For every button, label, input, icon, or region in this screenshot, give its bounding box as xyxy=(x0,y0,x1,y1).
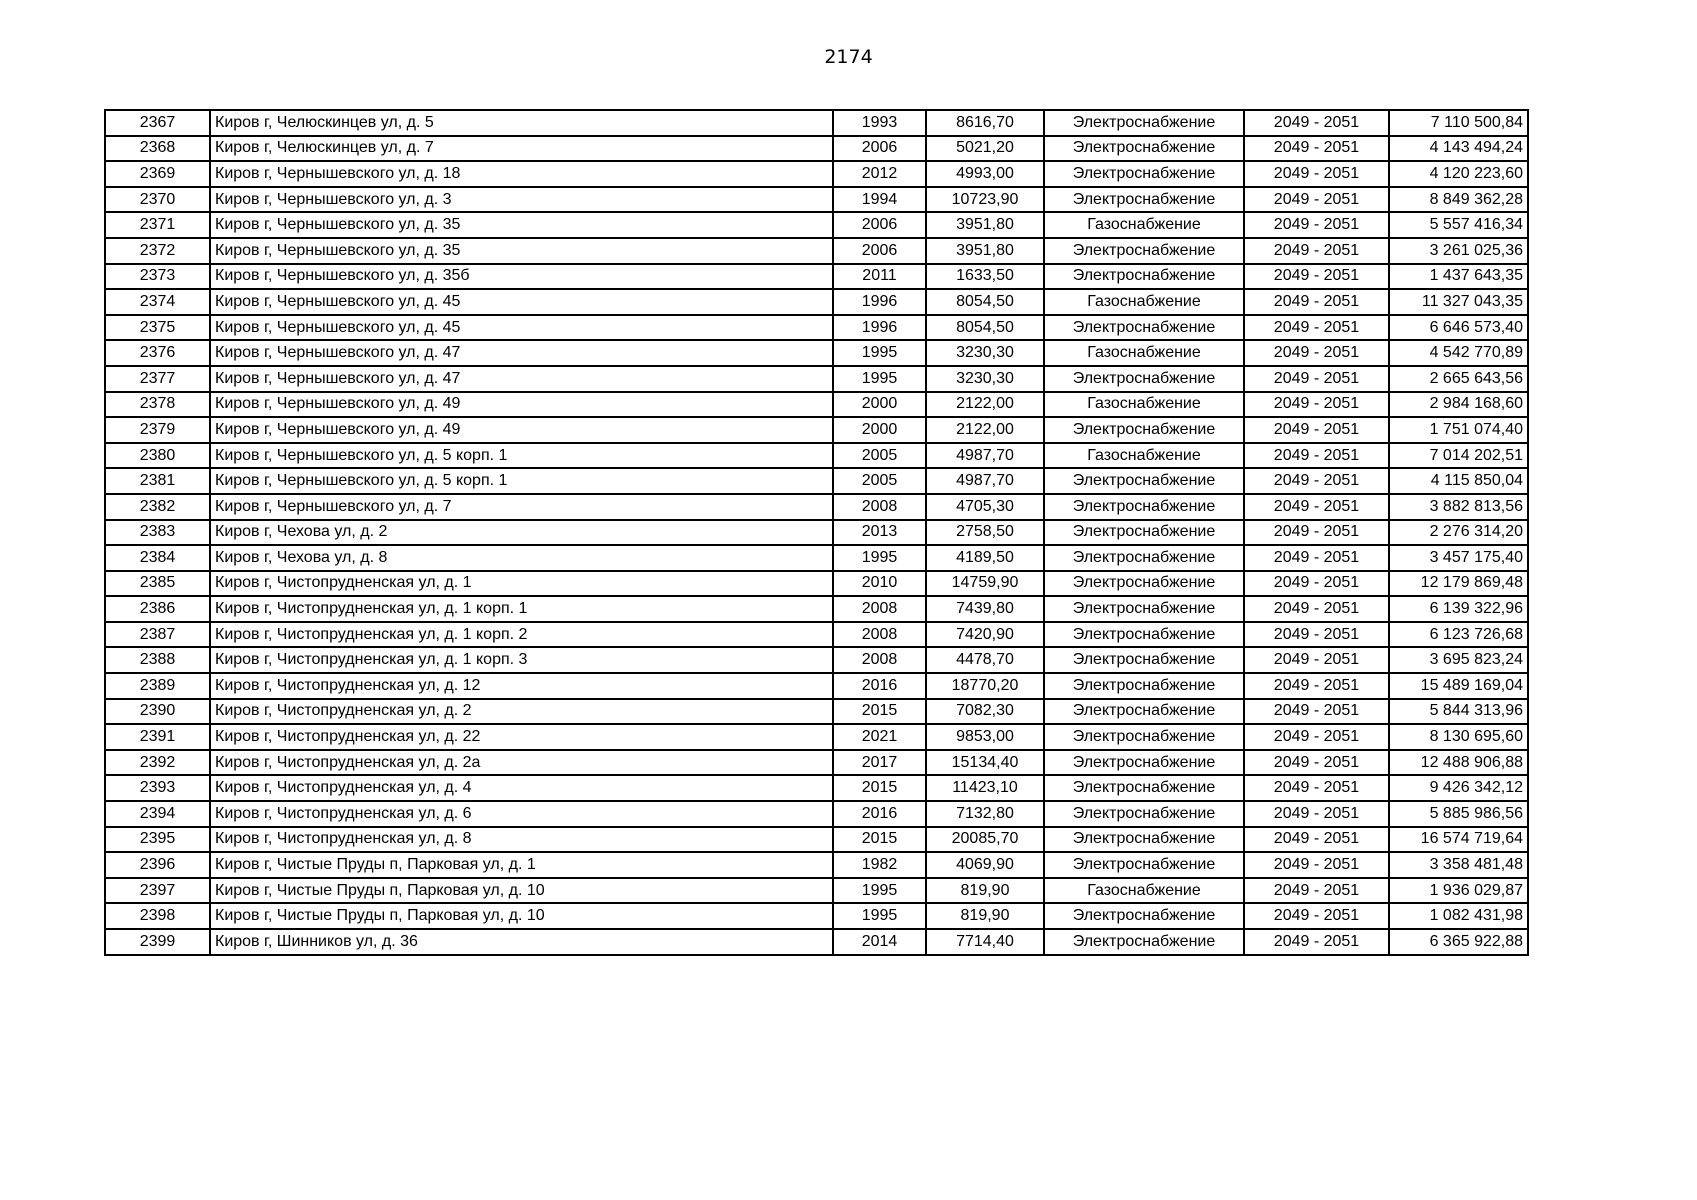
address-cell: Киров г, Чернышевского ул, д. 18 xyxy=(210,161,833,187)
service-type-cell: Электроснабжение xyxy=(1044,827,1244,853)
year-cell: 1995 xyxy=(833,366,926,392)
table-row xyxy=(105,110,1528,136)
cost-cell: 3 358 481,48 xyxy=(1389,852,1528,878)
table-row xyxy=(105,238,1528,264)
table-row xyxy=(105,724,1528,750)
period-cell: 2049 - 2051 xyxy=(1244,520,1389,546)
period-cell: 2049 - 2051 xyxy=(1244,340,1389,366)
period-cell: 2049 - 2051 xyxy=(1244,571,1389,597)
year-cell: 1995 xyxy=(833,545,926,571)
row-number-cell: 2394 xyxy=(105,801,210,827)
cost-cell: 7 110 500,84 xyxy=(1389,110,1528,136)
period-cell: 2049 - 2051 xyxy=(1244,212,1389,238)
area-cell: 4189,50 xyxy=(926,545,1044,571)
cost-cell: 3 882 813,56 xyxy=(1389,494,1528,520)
period-cell: 2049 - 2051 xyxy=(1244,187,1389,213)
period-cell: 2049 - 2051 xyxy=(1244,750,1389,776)
address-cell: Киров г, Чистые Пруды п, Парковая ул, д. 10 xyxy=(210,878,833,904)
year-cell: 2016 xyxy=(833,673,926,699)
year-cell: 2021 xyxy=(833,724,926,750)
area-cell: 5021,20 xyxy=(926,136,1044,162)
table-body xyxy=(105,110,1528,955)
area-cell: 1633,50 xyxy=(926,264,1044,290)
address-cell: Киров г, Чернышевского ул, д. 49 xyxy=(210,417,833,443)
table-row xyxy=(105,468,1528,494)
table-row xyxy=(105,136,1528,162)
period-cell: 2049 - 2051 xyxy=(1244,775,1389,801)
address-cell: Киров г, Чернышевского ул, д. 47 xyxy=(210,340,833,366)
service-type-cell: Электроснабжение xyxy=(1044,903,1244,929)
table-row xyxy=(105,929,1528,955)
service-type-cell: Электроснабжение xyxy=(1044,750,1244,776)
service-type-cell: Электроснабжение xyxy=(1044,724,1244,750)
period-cell: 2049 - 2051 xyxy=(1244,596,1389,622)
period-cell: 2049 - 2051 xyxy=(1244,238,1389,264)
year-cell: 2014 xyxy=(833,929,926,955)
year-cell: 1993 xyxy=(833,110,926,136)
service-type-cell: Электроснабжение xyxy=(1044,366,1244,392)
period-cell: 2049 - 2051 xyxy=(1244,289,1389,315)
cost-cell: 6 123 726,68 xyxy=(1389,622,1528,648)
area-cell: 8616,70 xyxy=(926,110,1044,136)
address-cell: Киров г, Чехова ул, д. 8 xyxy=(210,545,833,571)
service-type-cell: Электроснабжение xyxy=(1044,622,1244,648)
row-number-cell: 2371 xyxy=(105,212,210,238)
row-number-cell: 2384 xyxy=(105,545,210,571)
area-cell: 7714,40 xyxy=(926,929,1044,955)
row-number-cell: 2382 xyxy=(105,494,210,520)
period-cell: 2049 - 2051 xyxy=(1244,392,1389,418)
address-cell: Киров г, Чистые Пруды п, Парковая ул, д. 10 xyxy=(210,903,833,929)
table-row xyxy=(105,340,1528,366)
table-row xyxy=(105,903,1528,929)
year-cell: 2008 xyxy=(833,596,926,622)
row-number-cell: 2381 xyxy=(105,468,210,494)
row-number-cell: 2387 xyxy=(105,622,210,648)
cost-cell: 5 885 986,56 xyxy=(1389,801,1528,827)
cost-cell: 3 695 823,24 xyxy=(1389,647,1528,673)
table-row xyxy=(105,161,1528,187)
area-cell: 8054,50 xyxy=(926,289,1044,315)
service-type-cell: Газоснабжение xyxy=(1044,443,1244,469)
area-cell: 18770,20 xyxy=(926,673,1044,699)
table-row xyxy=(105,520,1528,546)
period-cell: 2049 - 2051 xyxy=(1244,647,1389,673)
cost-cell: 4 542 770,89 xyxy=(1389,340,1528,366)
year-cell: 2012 xyxy=(833,161,926,187)
address-cell: Киров г, Чернышевского ул, д. 35б xyxy=(210,264,833,290)
address-cell: Киров г, Челюскинцев ул, д. 7 xyxy=(210,136,833,162)
table-row xyxy=(105,801,1528,827)
table-row xyxy=(105,775,1528,801)
area-cell: 819,90 xyxy=(926,903,1044,929)
period-cell: 2049 - 2051 xyxy=(1244,366,1389,392)
year-cell: 2013 xyxy=(833,520,926,546)
period-cell: 2049 - 2051 xyxy=(1244,878,1389,904)
period-cell: 2049 - 2051 xyxy=(1244,494,1389,520)
year-cell: 1995 xyxy=(833,340,926,366)
cost-cell: 12 179 869,48 xyxy=(1389,571,1528,597)
row-number-cell: 2383 xyxy=(105,520,210,546)
row-number-cell: 2378 xyxy=(105,392,210,418)
table-row xyxy=(105,417,1528,443)
service-type-cell: Электроснабжение xyxy=(1044,852,1244,878)
area-cell: 2122,00 xyxy=(926,417,1044,443)
service-type-cell: Электроснабжение xyxy=(1044,929,1244,955)
service-type-cell: Электроснабжение xyxy=(1044,571,1244,597)
service-type-cell: Газоснабжение xyxy=(1044,392,1244,418)
cost-cell: 16 574 719,64 xyxy=(1389,827,1528,853)
service-type-cell: Электроснабжение xyxy=(1044,136,1244,162)
area-cell: 14759,90 xyxy=(926,571,1044,597)
area-cell: 4987,70 xyxy=(926,443,1044,469)
service-type-cell: Электроснабжение xyxy=(1044,264,1244,290)
address-cell: Киров г, Чистопрудненская ул, д. 22 xyxy=(210,724,833,750)
service-type-cell: Электроснабжение xyxy=(1044,520,1244,546)
address-cell: Киров г, Чернышевского ул, д. 45 xyxy=(210,289,833,315)
cost-cell: 4 120 223,60 xyxy=(1389,161,1528,187)
year-cell: 1996 xyxy=(833,289,926,315)
area-cell: 3951,80 xyxy=(926,238,1044,264)
year-cell: 2011 xyxy=(833,264,926,290)
area-cell: 819,90 xyxy=(926,878,1044,904)
year-cell: 2008 xyxy=(833,494,926,520)
table-row xyxy=(105,315,1528,341)
cost-cell: 1 082 431,98 xyxy=(1389,903,1528,929)
cost-cell: 3 457 175,40 xyxy=(1389,545,1528,571)
service-type-cell: Газоснабжение xyxy=(1044,340,1244,366)
row-number-cell: 2391 xyxy=(105,724,210,750)
row-number-cell: 2370 xyxy=(105,187,210,213)
address-cell: Киров г, Чистопрудненская ул, д. 12 xyxy=(210,673,833,699)
cost-cell: 2 665 643,56 xyxy=(1389,366,1528,392)
address-cell: Киров г, Чистопрудненская ул, д. 2а xyxy=(210,750,833,776)
service-type-cell: Газоснабжение xyxy=(1044,878,1244,904)
service-type-cell: Электроснабжение xyxy=(1044,238,1244,264)
table-row xyxy=(105,699,1528,725)
service-type-cell: Электроснабжение xyxy=(1044,775,1244,801)
year-cell: 2015 xyxy=(833,827,926,853)
service-type-cell: Электроснабжение xyxy=(1044,673,1244,699)
service-type-cell: Электроснабжение xyxy=(1044,187,1244,213)
table-row xyxy=(105,673,1528,699)
row-number-cell: 2385 xyxy=(105,571,210,597)
year-cell: 2008 xyxy=(833,622,926,648)
address-cell: Киров г, Чистопрудненская ул, д. 8 xyxy=(210,827,833,853)
cost-cell: 1 751 074,40 xyxy=(1389,417,1528,443)
year-cell: 2015 xyxy=(833,775,926,801)
service-type-cell: Электроснабжение xyxy=(1044,110,1244,136)
period-cell: 2049 - 2051 xyxy=(1244,110,1389,136)
registry-table xyxy=(104,109,1529,956)
table-row xyxy=(105,494,1528,520)
period-cell: 2049 - 2051 xyxy=(1244,852,1389,878)
cost-cell: 9 426 342,12 xyxy=(1389,775,1528,801)
area-cell: 15134,40 xyxy=(926,750,1044,776)
address-cell: Киров г, Чернышевского ул, д. 5 корп. 1 xyxy=(210,443,833,469)
address-cell: Киров г, Чистопрудненская ул, д. 1 корп. 1 xyxy=(210,596,833,622)
year-cell: 1994 xyxy=(833,187,926,213)
service-type-cell: Электроснабжение xyxy=(1044,161,1244,187)
period-cell: 2049 - 2051 xyxy=(1244,468,1389,494)
year-cell: 2006 xyxy=(833,136,926,162)
row-number-cell: 2372 xyxy=(105,238,210,264)
service-type-cell: Электроснабжение xyxy=(1044,545,1244,571)
year-cell: 2005 xyxy=(833,443,926,469)
cost-cell: 4 143 494,24 xyxy=(1389,136,1528,162)
period-cell: 2049 - 2051 xyxy=(1244,161,1389,187)
row-number-cell: 2376 xyxy=(105,340,210,366)
service-type-cell: Электроснабжение xyxy=(1044,315,1244,341)
year-cell: 1982 xyxy=(833,852,926,878)
service-type-cell: Электроснабжение xyxy=(1044,801,1244,827)
table-row xyxy=(105,622,1528,648)
area-cell: 7420,90 xyxy=(926,622,1044,648)
row-number-cell: 2374 xyxy=(105,289,210,315)
year-cell: 2015 xyxy=(833,699,926,725)
row-number-cell: 2388 xyxy=(105,647,210,673)
cost-cell: 1 936 029,87 xyxy=(1389,878,1528,904)
cost-cell: 11 327 043,35 xyxy=(1389,289,1528,315)
address-cell: Киров г, Чистопрудненская ул, д. 1 корп. 2 xyxy=(210,622,833,648)
area-cell: 7132,80 xyxy=(926,801,1044,827)
row-number-cell: 2367 xyxy=(105,110,210,136)
year-cell: 2000 xyxy=(833,417,926,443)
address-cell: Киров г, Чернышевского ул, д. 35 xyxy=(210,212,833,238)
row-number-cell: 2392 xyxy=(105,750,210,776)
row-number-cell: 2389 xyxy=(105,673,210,699)
cost-cell: 8 130 695,60 xyxy=(1389,724,1528,750)
period-cell: 2049 - 2051 xyxy=(1244,724,1389,750)
table-row xyxy=(105,571,1528,597)
address-cell: Киров г, Чехова ул, д. 2 xyxy=(210,520,833,546)
row-number-cell: 2398 xyxy=(105,903,210,929)
year-cell: 2006 xyxy=(833,238,926,264)
cost-cell: 7 014 202,51 xyxy=(1389,443,1528,469)
address-cell: Киров г, Шинников ул, д. 36 xyxy=(210,929,833,955)
year-cell: 2008 xyxy=(833,647,926,673)
row-number-cell: 2380 xyxy=(105,443,210,469)
table-row xyxy=(105,878,1528,904)
cost-cell: 8 849 362,28 xyxy=(1389,187,1528,213)
cost-cell: 6 139 322,96 xyxy=(1389,596,1528,622)
area-cell: 2122,00 xyxy=(926,392,1044,418)
address-cell: Киров г, Чистопрудненская ул, д. 1 xyxy=(210,571,833,597)
row-number-cell: 2368 xyxy=(105,136,210,162)
row-number-cell: 2396 xyxy=(105,852,210,878)
year-cell: 2017 xyxy=(833,750,926,776)
cost-cell: 15 489 169,04 xyxy=(1389,673,1528,699)
area-cell: 4069,90 xyxy=(926,852,1044,878)
period-cell: 2049 - 2051 xyxy=(1244,443,1389,469)
table-row xyxy=(105,443,1528,469)
area-cell: 3951,80 xyxy=(926,212,1044,238)
row-number-cell: 2373 xyxy=(105,264,210,290)
address-cell: Киров г, Чернышевского ул, д. 45 xyxy=(210,315,833,341)
service-type-cell: Электроснабжение xyxy=(1044,468,1244,494)
table-row xyxy=(105,596,1528,622)
address-cell: Киров г, Чернышевского ул, д. 35 xyxy=(210,238,833,264)
service-type-cell: Электроснабжение xyxy=(1044,494,1244,520)
area-cell: 7439,80 xyxy=(926,596,1044,622)
row-number-cell: 2390 xyxy=(105,699,210,725)
address-cell: Киров г, Чернышевского ул, д. 5 корп. 1 xyxy=(210,468,833,494)
period-cell: 2049 - 2051 xyxy=(1244,673,1389,699)
address-cell: Киров г, Чернышевского ул, д. 7 xyxy=(210,494,833,520)
cost-cell: 4 115 850,04 xyxy=(1389,468,1528,494)
table-row xyxy=(105,289,1528,315)
address-cell: Киров г, Чернышевского ул, д. 3 xyxy=(210,187,833,213)
area-cell: 10723,90 xyxy=(926,187,1044,213)
area-cell: 11423,10 xyxy=(926,775,1044,801)
address-cell: Киров г, Чернышевского ул, д. 47 xyxy=(210,366,833,392)
year-cell: 2010 xyxy=(833,571,926,597)
cost-cell: 2 276 314,20 xyxy=(1389,520,1528,546)
area-cell: 3230,30 xyxy=(926,340,1044,366)
row-number-cell: 2375 xyxy=(105,315,210,341)
area-cell: 9853,00 xyxy=(926,724,1044,750)
period-cell: 2049 - 2051 xyxy=(1244,136,1389,162)
row-number-cell: 2395 xyxy=(105,827,210,853)
period-cell: 2049 - 2051 xyxy=(1244,315,1389,341)
row-number-cell: 2379 xyxy=(105,417,210,443)
table-row xyxy=(105,852,1528,878)
address-cell: Киров г, Чистопрудненская ул, д. 1 корп. 3 xyxy=(210,647,833,673)
table-row xyxy=(105,750,1528,776)
table-row xyxy=(105,392,1528,418)
cost-cell: 12 488 906,88 xyxy=(1389,750,1528,776)
period-cell: 2049 - 2051 xyxy=(1244,264,1389,290)
year-cell: 2006 xyxy=(833,212,926,238)
cost-cell: 6 646 573,40 xyxy=(1389,315,1528,341)
year-cell: 2005 xyxy=(833,468,926,494)
area-cell: 7082,30 xyxy=(926,699,1044,725)
address-cell: Киров г, Чистопрудненская ул, д. 6 xyxy=(210,801,833,827)
table-row xyxy=(105,212,1528,238)
service-type-cell: Газоснабжение xyxy=(1044,212,1244,238)
period-cell: 2049 - 2051 xyxy=(1244,545,1389,571)
row-number-cell: 2377 xyxy=(105,366,210,392)
period-cell: 2049 - 2051 xyxy=(1244,903,1389,929)
cost-cell: 2 984 168,60 xyxy=(1389,392,1528,418)
year-cell: 2016 xyxy=(833,801,926,827)
year-cell: 1995 xyxy=(833,878,926,904)
row-number-cell: 2393 xyxy=(105,775,210,801)
period-cell: 2049 - 2051 xyxy=(1244,929,1389,955)
address-cell: Киров г, Чистые Пруды п, Парковая ул, д. 1 xyxy=(210,852,833,878)
page-number: 2174 xyxy=(824,46,873,68)
service-type-cell: Электроснабжение xyxy=(1044,596,1244,622)
period-cell: 2049 - 2051 xyxy=(1244,827,1389,853)
table-row xyxy=(105,264,1528,290)
year-cell: 2000 xyxy=(833,392,926,418)
service-type-cell: Газоснабжение xyxy=(1044,289,1244,315)
period-cell: 2049 - 2051 xyxy=(1244,417,1389,443)
table-row xyxy=(105,827,1528,853)
cost-cell: 5 557 416,34 xyxy=(1389,212,1528,238)
cost-cell: 3 261 025,36 xyxy=(1389,238,1528,264)
address-cell: Киров г, Чистопрудненская ул, д. 4 xyxy=(210,775,833,801)
service-type-cell: Электроснабжение xyxy=(1044,647,1244,673)
cost-cell: 1 437 643,35 xyxy=(1389,264,1528,290)
row-number-cell: 2386 xyxy=(105,596,210,622)
area-cell: 2758,50 xyxy=(926,520,1044,546)
area-cell: 4987,70 xyxy=(926,468,1044,494)
year-cell: 1996 xyxy=(833,315,926,341)
address-cell: Киров г, Челюскинцев ул, д. 5 xyxy=(210,110,833,136)
period-cell: 2049 - 2051 xyxy=(1244,801,1389,827)
cost-cell: 6 365 922,88 xyxy=(1389,929,1528,955)
address-cell: Киров г, Чернышевского ул, д. 49 xyxy=(210,392,833,418)
row-number-cell: 2369 xyxy=(105,161,210,187)
area-cell: 3230,30 xyxy=(926,366,1044,392)
row-number-cell: 2399 xyxy=(105,929,210,955)
table-row xyxy=(105,187,1528,213)
row-number-cell: 2397 xyxy=(105,878,210,904)
table-row xyxy=(105,545,1528,571)
period-cell: 2049 - 2051 xyxy=(1244,622,1389,648)
table-row xyxy=(105,647,1528,673)
year-cell: 1995 xyxy=(833,903,926,929)
address-cell: Киров г, Чистопрудненская ул, д. 2 xyxy=(210,699,833,725)
area-cell: 8054,50 xyxy=(926,315,1044,341)
service-type-cell: Электроснабжение xyxy=(1044,699,1244,725)
table-row xyxy=(105,366,1528,392)
area-cell: 4705,30 xyxy=(926,494,1044,520)
area-cell: 4478,70 xyxy=(926,647,1044,673)
area-cell: 4993,00 xyxy=(926,161,1044,187)
area-cell: 20085,70 xyxy=(926,827,1044,853)
cost-cell: 5 844 313,96 xyxy=(1389,699,1528,725)
service-type-cell: Электроснабжение xyxy=(1044,417,1244,443)
period-cell: 2049 - 2051 xyxy=(1244,699,1389,725)
